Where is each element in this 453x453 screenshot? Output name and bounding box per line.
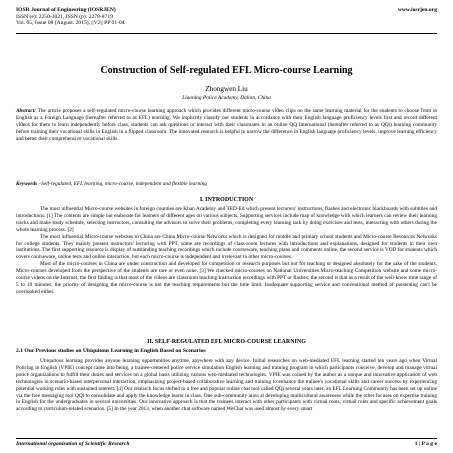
subsection-heading: 2.1 Our Previous studies on Ubiquitous Learning in English Based on Scenarios [16,348,206,354]
journal-name: IOSR Journal of Engineering (IOSRJEN) [16,7,116,13]
abstract [16,108,437,143]
keywords-label: Keywords [16,181,38,187]
paper-title: Construction of Self-regulated EFL Micro-course Learning [100,65,353,76]
page-footer [16,441,437,447]
section-heading-self-regulated: II. SELF-REGULATED EFL MICRO-COURSE LEARNING [147,339,306,345]
keywords [16,181,437,187]
footer-rule [16,438,437,439]
journal-issn: ISSN (e): 2250-3021, ISSN (p): 2278-8719 [16,13,113,20]
paragraph: Ubiquitous learning provides anyone learning opportunities anytime, anywhere with any device. Initial researches on web-mediated EFL learning started ten years ago when Virtual Policing in English (VPIE) concept came into being, a trainee-centered police service simulation English learning and training program in which participants conceive, develop and manage virtual police organizations to fulfill their duties and services on a global basis utilizing various web-mediated technologies. VPIE was coined by the author as a unique and innovative application of web technologies in scenario-based interpersonal interaction, emphasizing project-based collaborative learning and training to enhance the trainee's vocational skills and career success by experiencing potential working roles with sustained interest. [4] Our research focus shifted to a free and popular online chat tool called QQi several years later, an EFL Learning Community has been set up online via the free messaging tool QQi to consolidate and apply the knowledge learnt in class. One sub-community aims at developing multicultural awareness while the other focuses on expertise training in English for the undergraduates in several universities. Our innovative approach is that the trainees interact with other participants with virtual roots, virtual roles and specific achievement goals according to curriculum-related scenarios. [5] In the year 2013, when another chat software named WeChat was used almost by every smart [16,358,437,413]
paragraph: Most of the micro-courses in China are under construction and developed for competition or research purposes but not for teaching or designed absolutely for the sake of the students. Micro-courses developed from the perspective of the students are rare or even none. [3] We checked micro-courses on National Universities Micro-teaching Competition website and some micro-course videos on the Internet, the first finding is that most of the videos are classroom teaching instruction recordings with PPT or flashes, the second is that as a result of the well-know time range of 5 to 10 minutes, the priority of designing the micro-course is not the teaching requirements but the time limit. Inadequate supporting service and conventional method of presenting can't be overlooked either. [16,261,437,295]
introduction-body [16,206,437,296]
author-affiliation: Liaoning Police Academy, Dalian, China [182,95,271,101]
section-heading-introduction: I. INTRODUCTION [199,197,254,203]
header-rule [16,33,437,34]
keywords-text: –Self-regulated, EFL learning, micro-course, independent and flexible learning [37,181,207,187]
abstract-text: The article proposes a self-regulated micro-course learning approach which provides different micro-course video clips on the same learning material for the students to choose from in English as a Foreign Language (hereafter referred to as EFL) teaching. We implicitly classify our students in accordance with their English language proficiency levels first and record different videos for them to learn independently before class, students can ask questions or interact with their classmates in an online QQ International (hereafter referred to as QQi) learning community before training their vocational skills in English in a flipped classroom. The innovated research is helpful to narrow the difference in English language proficiency levels, improve learning efficiency and better their comprehensive vocational skills. [16,108,437,143]
journal-header [16,7,437,27]
footer-organization: International organization of Scientific Research [16,441,130,447]
journal-volume: Vol. 05, Issue 08 (August. 2015), ||V2|| PP 01-04 [16,20,125,27]
journal-url[interactable]: www.iosrjen.org [397,7,437,13]
section2-body [16,358,437,413]
paragraph: The most influential Micro-course websites in foreign counties are Khan Academy and TED-Ed which present lecturers' instructions, flashes and electronic blackboards with subtitles and introductions. [1] The contents are simple but elaborate for learners of different ages on various subjects. Supporting services include map of knowledge with which learners can review their learning tracks and make study schedule, selecting instructors, consulting the advisors to solve their problems, completing every learning task by doing exercises and tests, interacting with others during the whole learning process. [2] [16,206,437,233]
page-number: 1 | P a g e [414,441,437,447]
paragraph: The most influential Micro-course websites in China are China Micro-course Networks which is designed for middle and primary school students and Micro-course Resources Networks for college students. They mainly present instructors' lecturing with PPT, some are recordings of class-room lectures with introductions and explanations, designed for students in their own institutions. The first supporting resource is display of outstanding teaching recordings which include courseware, teaching plans and comments online, the second service is VOD for students which covers courseware, online tests and online interaction, but each micro-course is independent and irrelevant to other micro-courses. [16,233,437,261]
abstract-label: Abstract: [16,108,37,114]
author-name: Zhongwen Liu [205,85,248,93]
